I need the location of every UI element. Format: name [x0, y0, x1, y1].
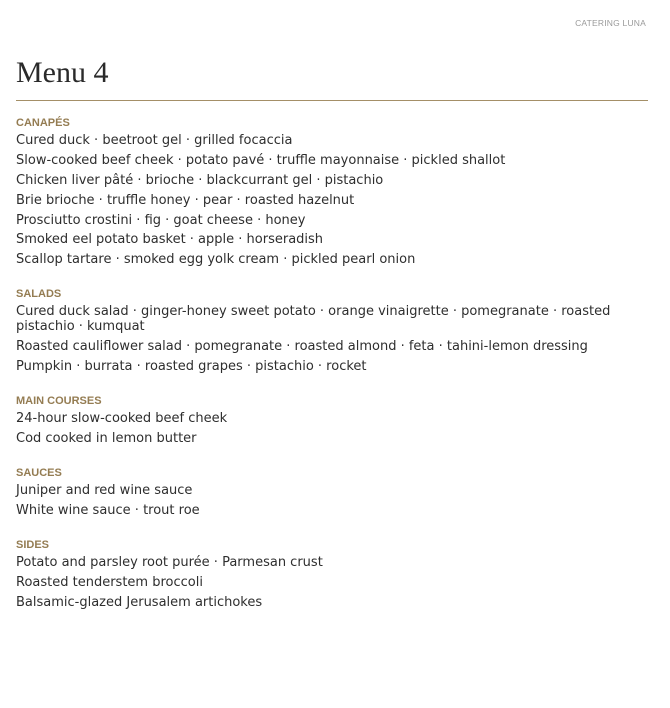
menu-item: Smoked eel potato basket · apple · horseradish — [16, 232, 324, 248]
menu-item: Brie brioche · truffle honey · pear · roasted hazelnut — [16, 192, 355, 208]
menu-item: Scallop tartare · smoked egg yolk cream · pickled pearl onion — [16, 252, 416, 268]
menu-item: White wine sauce · trout roe — [16, 502, 200, 518]
section-title: SAUCES — [16, 467, 62, 480]
menu-item: Cured duck salad · ginger-honey sweet potato · orange vinaigrette · pomegranate · roasted pistachio · kumquat — [16, 304, 611, 335]
menu-item: Cod cooked in lemon butter — [16, 431, 197, 447]
section-main-courses — [16, 394, 634, 446]
page-title: Menu 4 — [16, 56, 109, 89]
brand-label: CATERING LUNA — [575, 18, 646, 28]
menu-item: Juniper and red wine sauce — [16, 483, 193, 499]
section-salads — [16, 287, 634, 374]
menu-item: Roasted cauliflower salad · pomegranate · roasted almond · feta · tahini-lemon dressing — [16, 339, 588, 355]
menu-item: Chicken liver pâté · brioche · blackcurrant gel · pistachio — [16, 172, 384, 188]
menu-item: Potato and parsley root purée · Parmesan crust — [16, 554, 323, 570]
menu-item: Balsamic-glazed Jerusalem artichokes — [16, 594, 263, 610]
menu-item: Prosciutto crostini · fig · goat cheese · honey — [16, 212, 306, 228]
section-title: CANAPÉS — [16, 117, 70, 129]
menu-content — [16, 116, 634, 630]
section-title: MAIN COURSES — [16, 395, 102, 408]
section-canapes — [16, 116, 634, 267]
menu-item: Roasted tenderstem broccoli — [16, 574, 203, 590]
menu-item: 24-hour slow-cooked beef cheek — [16, 411, 228, 427]
section-title: SALADS — [16, 288, 62, 301]
section-title: SIDES — [16, 538, 50, 551]
menu-item: Pumpkin · burrata · roasted grapes · pistachio · rocket — [16, 359, 367, 375]
section-sides — [16, 538, 634, 610]
menu-item: Slow-cooked beef cheek · potato pavé · truffle mayonnaise · pickled shallot — [16, 152, 506, 168]
menu-item: Cured duck · beetroot gel · grilled focaccia — [16, 133, 293, 148]
section-sauces — [16, 466, 634, 518]
title-divider — [16, 100, 648, 101]
